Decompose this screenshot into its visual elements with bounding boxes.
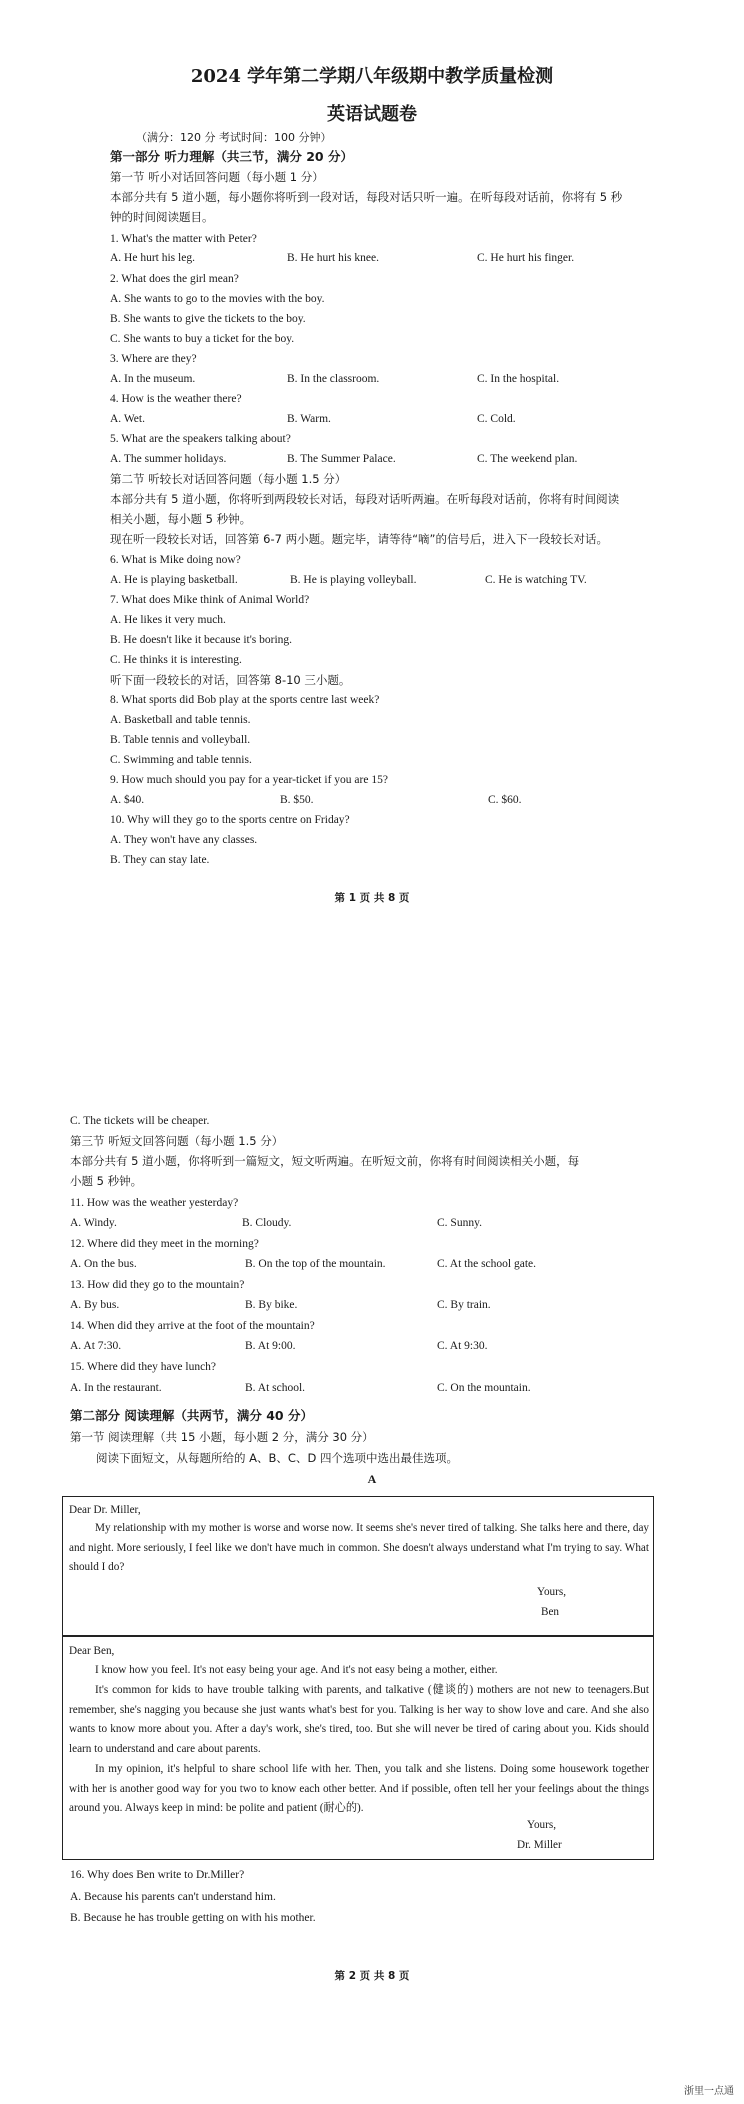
exam-subtitle: 英语试题卷 — [327, 104, 417, 125]
letter-signature: Dr. Miller — [517, 1839, 562, 1851]
option-a: A. On the bus. — [70, 1258, 137, 1270]
letter-paragraph-3: In my opinion, it's helpful to share school life with her. Then, you talk and she listens. Doing some housework together with her is another good way for you two to know each other better. And if possible, often tell her your feelings about the things around you. Always keep in mind: be polite and patient (耐心的). — [69, 1763, 649, 1814]
letter-paragraph-1: I know how you feel. It's not easy being your age. And it's not easy being a mother, either. — [95, 1664, 498, 1676]
option-a: A. By bus. — [70, 1299, 120, 1311]
option-a: A. In the museum. — [110, 373, 196, 385]
option-a: A. In the restaurant. — [70, 1382, 162, 1394]
option-b: B. Warm. — [287, 413, 331, 425]
question-stem: 8. What sports did Bob play at the sports centre last week? — [110, 694, 380, 706]
option-b: B. By bike. — [245, 1299, 298, 1311]
option-a: A. Because his parents can't understand him. — [70, 1891, 276, 1903]
question-stem: 6. What is Mike doing now? — [110, 554, 241, 566]
option-a: A. He hurt his leg. — [110, 252, 195, 264]
option-b: B. He is playing volleyball. — [290, 574, 417, 586]
option-c: C. He is watching TV. — [485, 574, 587, 586]
option-b: B. Because he has trouble getting on with his mother. — [70, 1912, 316, 1924]
question-stem: 13. How did they go to the mountain? — [70, 1279, 245, 1291]
question-stem: 16. Why does Ben write to Dr.Miller? — [70, 1869, 245, 1881]
question-stem: 4. How is the weather there? — [110, 393, 242, 405]
option-a: A. Basketball and table tennis. — [110, 714, 251, 726]
exam-title: 2024 学年第二学期八年级期中教学质量检测 — [190, 66, 554, 87]
option-c: C. On the mountain. — [437, 1382, 531, 1394]
option-a: A. She wants to go to the movies with the boy. — [110, 293, 325, 305]
option-c: C. At 9:30. — [437, 1340, 488, 1352]
section1-instructions: 本部分共有 5 道小题，每小题你将听到一段对话，每段对话只听一遍。在听每段对话前，你将有 5 秒 — [110, 190, 623, 204]
option-b: B. In the classroom. — [287, 373, 380, 385]
reading-section1-title: 第一节 阅读理解（共 15 小题，每小题 2 分，满分 30 分） — [70, 1430, 374, 1444]
option-c: C. The weekend plan. — [477, 453, 578, 465]
section2-instructions-dialog2: 听下面一段较长的对话，回答第 8-10 三小题。 — [110, 673, 351, 687]
option-b: B. On the top of the mountain. — [245, 1258, 386, 1270]
letter-greeting: Dear Ben, — [69, 1645, 115, 1657]
letter-from-ben — [62, 1496, 654, 1637]
section2-instructions-cont: 相关小题，每小题 5 秒钟。 — [110, 512, 252, 526]
section1-instructions-cont: 钟的时间阅读题目。 — [110, 210, 214, 224]
section3-title: 第三节 听短文回答问题（每小题 1.5 分） — [70, 1134, 284, 1148]
option-a: A. At 7:30. — [70, 1340, 122, 1352]
option-c: C. Sunny. — [437, 1217, 482, 1229]
letter-paragraph-2: It's common for kids to have trouble talking with parents, and talkative (健谈的) mothers are not new to teenagers.But remember, she's nagging you because she just wants what's best for you. Talking is her way to show love and care. And she also wants to know more about you. After a day's work, she's tired, too. But she will never be tired of caring about you. Kids should learn to understand and care about parents. — [69, 1684, 649, 1755]
option-a: A. He likes it very much. — [110, 614, 226, 626]
passage-label: A — [367, 1472, 377, 1486]
letter-closing: Yours, — [537, 1586, 567, 1598]
section3-instructions: 本部分共有 5 道小题，你将听到一篇短文，短文听两遍。在听短文前，你将有时间阅读相关小题，每 — [70, 1154, 580, 1168]
reading-instructions: 阅读下面短文，从每题所给的 A、B、C、D 四个选项中选出最佳选项。 — [96, 1451, 458, 1465]
option-c: C. By train. — [437, 1299, 491, 1311]
option-b: B. Table tennis and volleyball. — [110, 734, 251, 746]
option-c: C. She wants to buy a ticket for the boy. — [110, 333, 295, 345]
letter-closing: Yours, — [527, 1819, 557, 1831]
option-a: A. The summer holidays. — [110, 453, 227, 465]
option-c: C. In the hospital. — [477, 373, 560, 385]
option-b: B. He doesn't like it because it's boring. — [110, 634, 293, 646]
letter-signature: Ben — [541, 1606, 560, 1618]
option-a: A. Windy. — [70, 1217, 117, 1229]
option-a: A. $40. — [110, 794, 145, 806]
option-b: B. He hurt his knee. — [287, 252, 379, 264]
question-stem: 10. Why will they go to the sports centre on Friday? — [110, 814, 350, 826]
question-stem: 12. Where did they meet in the morning? — [70, 1238, 259, 1250]
option-c: C. Cold. — [477, 413, 516, 425]
option-b: B. She wants to give the tickets to the boy. — [110, 313, 306, 325]
question-stem: 11. How was the weather yesterday? — [70, 1197, 239, 1209]
page-footer: 第 2 页 共 8 页 — [334, 1970, 410, 1982]
question-stem: 5. What are the speakers talking about? — [110, 433, 291, 445]
option-c: C. The tickets will be cheaper. — [70, 1115, 210, 1127]
letter-greeting: Dear Dr. Miller, — [69, 1504, 141, 1516]
letter-from-dr-miller — [62, 1635, 654, 1860]
question-stem: 1. What's the matter with Peter? — [110, 233, 257, 245]
letter-body: My relationship with my mother is worse and worse now. It seems she's never tired of talking. She talks here and there, day and night. More seriously, I feel like we don't have much in common. She doesn't always understand what I'm trying to say. What should I do? — [69, 1522, 649, 1573]
part1-title: 第一部分 听力理解（共三节，满分 20 分） — [110, 149, 353, 164]
exam-info: （满分：120 分 考试时间：100 分钟） — [136, 131, 332, 144]
question-stem: 15. Where did they have lunch? — [70, 1361, 217, 1373]
question-stem: 2. What does the girl mean? — [110, 273, 239, 285]
option-b: B. $50. — [280, 794, 314, 806]
option-b: B. Cloudy. — [242, 1217, 292, 1229]
section2-instructions-dialog1: 现在听一段较长对话，回答第 6-7 两小题。题完毕，请等待“嘀”的信号后，进入下一段较长对话。 — [110, 532, 609, 546]
option-c: C. $60. — [488, 794, 522, 806]
section1-title: 第一节 听小对话回答问题（每小题 1 分） — [110, 170, 324, 184]
question-stem: 9. How much should you pay for a year-ticket if you are 15? — [110, 774, 388, 786]
option-b: B. At school. — [245, 1382, 306, 1394]
page-footer: 第 1 页 共 8 页 — [334, 892, 410, 904]
option-b: B. At 9:00. — [245, 1340, 296, 1352]
question-stem: 7. What does Mike think of Animal World? — [110, 594, 310, 606]
part2-title: 第二部分 阅读理解（共两节，满分 40 分） — [70, 1408, 313, 1423]
question-stem: 3. Where are they? — [110, 353, 197, 365]
section2-instructions: 本部分共有 5 道小题，你将听到两段较长对话，每段对话听两遍。在听每段对话前，你将有时间阅读 — [110, 492, 620, 506]
option-a: A. He is playing basketball. — [110, 574, 238, 586]
option-c: C. At the school gate. — [437, 1258, 537, 1270]
option-a: A. They won't have any classes. — [110, 834, 258, 846]
option-b: B. The Summer Palace. — [287, 453, 396, 465]
option-c: C. He thinks it is interesting. — [110, 654, 242, 666]
option-c: C. He hurt his finger. — [477, 252, 575, 264]
option-a: A. Wet. — [110, 413, 145, 425]
section2-title: 第二节 听较长对话回答问题（每小题 1.5 分） — [110, 472, 347, 486]
question-stem: 14. When did they arrive at the foot of the mountain? — [70, 1320, 315, 1332]
option-b: B. They can stay late. — [110, 854, 210, 866]
option-c: C. Swimming and table tennis. — [110, 754, 252, 766]
section3-instructions-cont: 小题 5 秒钟。 — [70, 1174, 143, 1188]
watermark: 浙里一点通 — [684, 2086, 734, 2097]
